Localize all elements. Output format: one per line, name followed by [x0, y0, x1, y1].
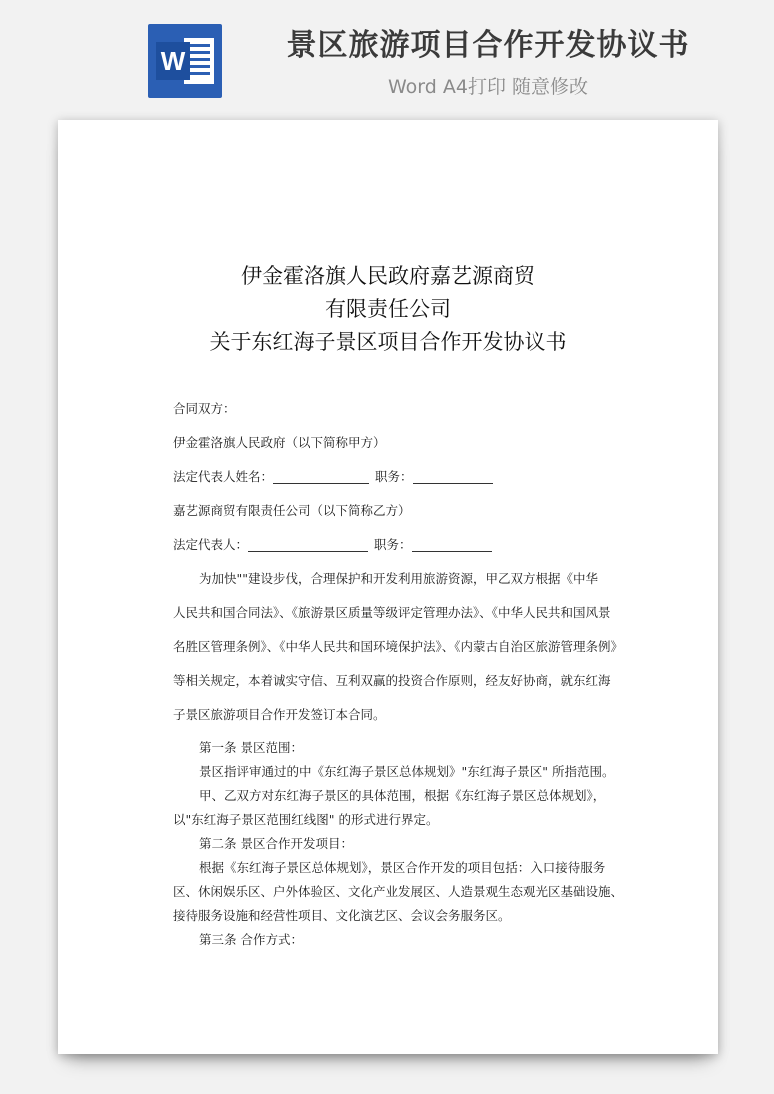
party-b: 嘉艺源商贸有限责任公司（以下简称乙方）: [173, 503, 411, 518]
party-b-position-blank[interactable]: [412, 537, 492, 552]
preamble-line: 等相关规定，本着诚实守信、互利双赢的投资合作原则，经友好协商，就东红海: [173, 673, 611, 688]
document-title: [58, 260, 718, 359]
document-title-line: 伊金霍洛旗人民政府嘉艺源商贸: [241, 264, 535, 288]
article-2-paragraph: 根据《东红海子景区总体规划》，景区合作开发的项目包括：入口接待服务: [199, 860, 606, 875]
article-3-title: 第三条 合作方式：: [199, 932, 303, 947]
party-a-position-blank[interactable]: [413, 469, 493, 484]
party-a: 伊金霍洛旗人民政府（以下简称甲方）: [173, 435, 386, 450]
party-b-rep-label: 法定代表人：: [173, 537, 249, 552]
parties-heading: 合同双方：: [173, 401, 236, 416]
article-2-paragraph: 区、休闲娱乐区、户外体验区、文化产业发展区、人造景观生态观光区基础设施、: [173, 884, 624, 899]
article-1-paragraph: 以"东红海子景区范围红线图" 的形式进行界定。: [173, 812, 439, 827]
page-title: 景区旅游项目合作开发协议书: [286, 28, 690, 63]
document-page: [58, 120, 718, 1054]
party-a-rep-label: 法定代表人姓名：: [173, 469, 274, 484]
party-a-position-label: 职务：: [375, 469, 413, 484]
article-1-title: 第一条 景区范围：: [199, 740, 303, 755]
article-2-paragraph: 接待服务设施和经营性项目、文化演艺区、会议会务服务区。: [173, 908, 511, 923]
preamble-line: 人民共和国合同法》、《旅游景区质量等级评定管理办法》、《中华人民共和国风景: [173, 605, 611, 620]
preamble-line: 子景区旅游项目合作开发签订本合同。: [173, 707, 386, 722]
header: [0, 0, 774, 110]
article-1-paragraph: 景区指评审通过的中《东红海子景区总体规划》"东红海子景区" 所指范围。: [199, 764, 615, 779]
article-1-paragraph: 甲、乙双方对东红海子景区的具体范围，根据《东红海子景区总体规划》，: [199, 788, 606, 803]
document-title-line: 有限责任公司: [325, 297, 451, 321]
party-b-rep-blank[interactable]: [248, 537, 368, 552]
party-b-position-label: 职务：: [374, 537, 412, 552]
preamble-line: 为加快""建设步伐，合理保护和开发利用旅游资源，甲乙双方根据《中华: [199, 571, 599, 586]
document-body: [173, 392, 624, 952]
word-icon: [148, 24, 222, 98]
article-2-title: 第二条 景区合作开发项目：: [199, 836, 353, 851]
word-icon-letter: W: [160, 46, 186, 76]
document-title-line: 关于东红海子景区项目合作开发协议书: [209, 330, 567, 354]
party-a-rep-row: [173, 460, 603, 494]
party-a-rep-blank[interactable]: [273, 469, 369, 484]
preamble-line: 名胜区管理条例》、《中华人民共和国环境保护法》、《内蒙古自治区旅游管理条例》: [173, 639, 624, 654]
page-subtitle: Word A4打印 随意修改: [387, 76, 588, 98]
party-b-rep-row: [173, 528, 603, 562]
